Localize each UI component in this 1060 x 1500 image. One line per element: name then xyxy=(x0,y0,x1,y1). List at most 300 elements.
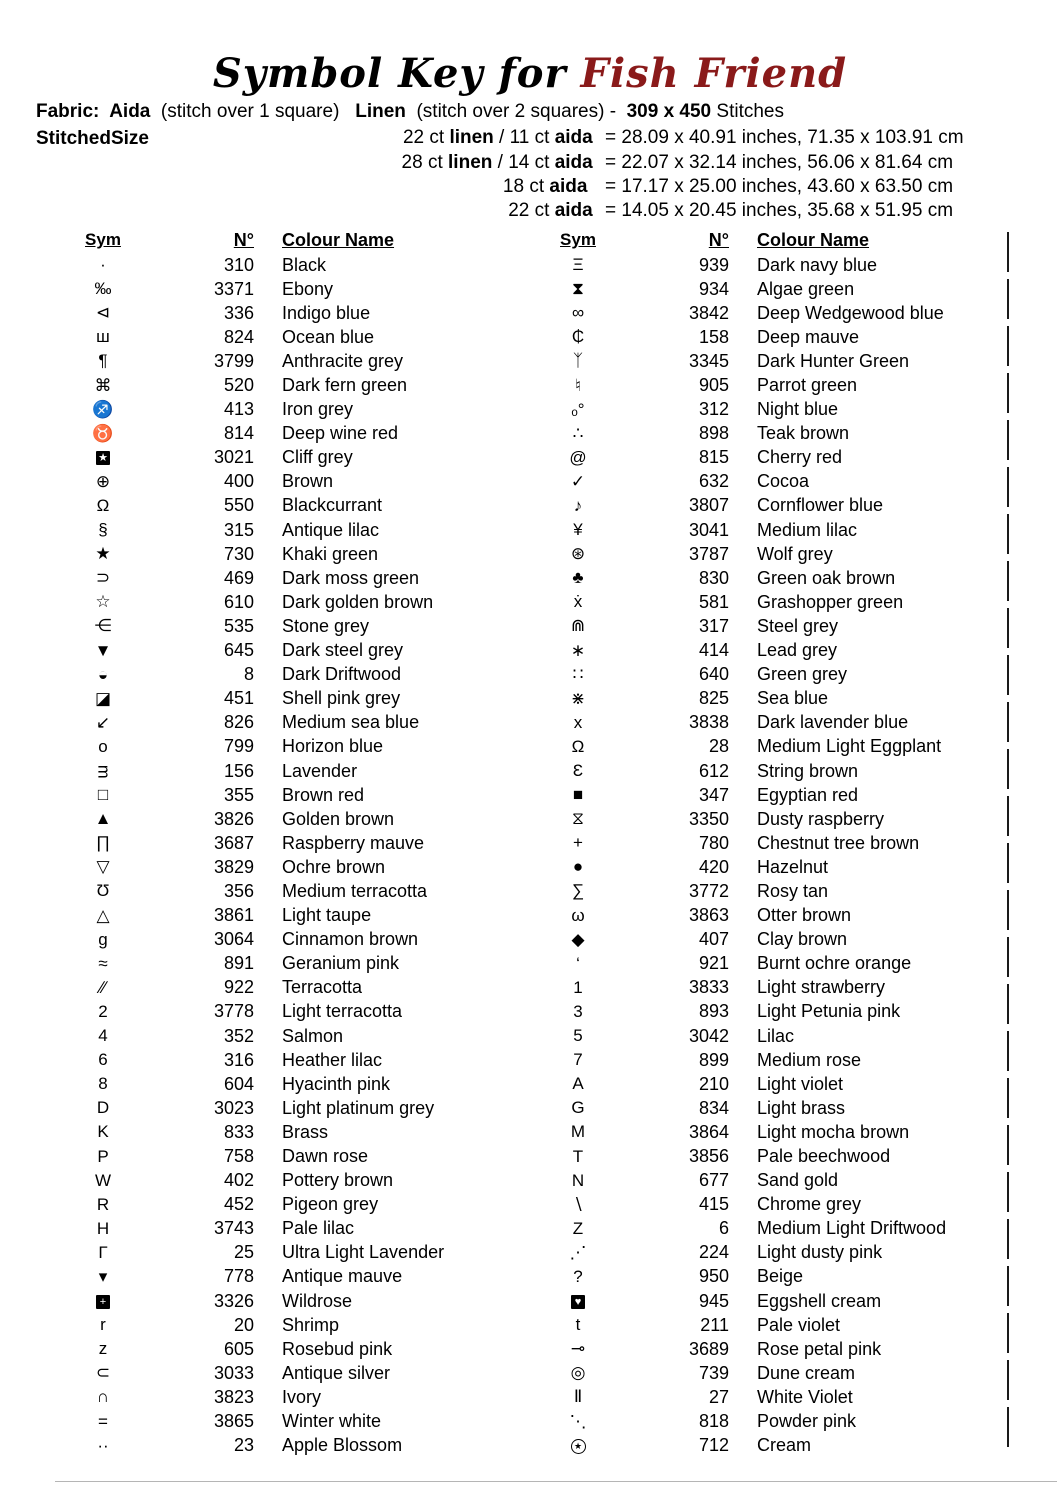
boxed-symbol-icon: + xyxy=(96,1295,110,1309)
colour-name-cell: Khaki green xyxy=(282,543,379,564)
colour-name-cell: Black xyxy=(282,254,327,275)
table-row xyxy=(545,1048,1010,1072)
table-row xyxy=(545,831,1010,855)
symbol-column-2 xyxy=(545,230,1010,1458)
colour-name-cell: White Violet xyxy=(757,1386,853,1407)
symbol-cell: ■ xyxy=(572,785,584,805)
number-cell: 158 xyxy=(698,326,729,347)
colour-name-cell: Powder pink xyxy=(757,1411,857,1432)
stitched-size-fabric: 18 ct aida xyxy=(502,175,588,197)
table-row xyxy=(70,759,530,783)
table-row xyxy=(545,1072,1010,1096)
number-cell: 3042 xyxy=(688,1025,729,1046)
header-number: N° xyxy=(708,230,729,250)
table-row xyxy=(70,253,530,277)
number-cell: 3371 xyxy=(213,278,254,299)
table-row xyxy=(545,783,1010,807)
colour-name-cell: Eggshell cream xyxy=(757,1290,882,1311)
colour-name-cell: Medium terracotta xyxy=(282,880,428,901)
number-cell: 400 xyxy=(223,471,254,492)
table-row xyxy=(70,1385,530,1409)
colour-name-cell: Dark moss green xyxy=(282,567,420,588)
symbol-cell: 5 xyxy=(573,1026,583,1046)
pattern-name: Fish Friend xyxy=(580,50,848,97)
colour-name-cell: Chrome grey xyxy=(757,1194,862,1215)
number-cell: 950 xyxy=(698,1266,729,1287)
number-cell: 6 xyxy=(718,1218,729,1239)
symbol-cell: Ⅱ xyxy=(573,1387,583,1407)
colour-name-cell: Pale beechwood xyxy=(757,1146,891,1167)
symbol-cell: ∕∕ xyxy=(100,977,106,997)
colour-name-cell: Lead grey xyxy=(757,640,838,661)
symbol-cell: ● xyxy=(572,857,584,877)
table-row xyxy=(70,1120,530,1144)
number-cell: 310 xyxy=(223,254,254,275)
table-row xyxy=(545,373,1010,397)
table-row xyxy=(545,1434,1010,1458)
stitched-size-line xyxy=(36,175,964,199)
symbol-cell: ∩ xyxy=(96,1387,110,1407)
colour-name-cell: Blackcurrant xyxy=(282,495,383,516)
number-cell: 3864 xyxy=(688,1121,729,1142)
symbol-cell: ¥ xyxy=(573,520,583,540)
number-cell: 815 xyxy=(698,447,729,468)
colour-name-cell: Ochre brown xyxy=(282,856,386,877)
table-row xyxy=(545,518,1010,542)
stitched-size-dimensions: = 28.09 x 40.91 inches, 71.35 x 103.91 cm xyxy=(605,127,964,149)
table-row xyxy=(545,470,1010,494)
table-row xyxy=(70,976,530,1000)
symbol-cell: G xyxy=(571,1098,585,1118)
header-number: N° xyxy=(233,230,254,250)
stitched-size-block xyxy=(36,126,964,224)
colour-name-cell: Deep wine red xyxy=(282,423,399,444)
number-cell: 3833 xyxy=(688,977,729,998)
colour-name-cell: Algae green xyxy=(757,278,855,299)
number-cell: 3787 xyxy=(688,543,729,564)
number-cell: 3033 xyxy=(213,1362,254,1383)
table-row xyxy=(545,1337,1010,1361)
colour-name-cell: Antique mauve xyxy=(282,1266,403,1287)
table-row xyxy=(545,590,1010,614)
stitched-size-line xyxy=(36,150,964,174)
table-row xyxy=(70,373,530,397)
number-cell: 317 xyxy=(698,615,729,636)
table-row xyxy=(545,639,1010,663)
number-cell: 8 xyxy=(243,664,254,685)
colour-name-cell: Night blue xyxy=(757,399,839,420)
colour-name-cell: Iron grey xyxy=(282,399,354,420)
table-row xyxy=(70,590,530,614)
table-row xyxy=(545,663,1010,687)
number-cell: 945 xyxy=(698,1290,729,1311)
symbol-cell: ∖ xyxy=(572,1194,584,1214)
number-cell: 3345 xyxy=(688,350,729,371)
symbol-cell: ⋲ xyxy=(94,616,112,636)
table-row xyxy=(70,904,530,928)
symbol-cell: ▲ xyxy=(94,809,112,829)
colour-name-cell: Medium lilac xyxy=(757,519,858,540)
colour-name-cell: String brown xyxy=(757,760,859,781)
symbol-cell: 2 xyxy=(98,1001,108,1021)
table-row xyxy=(70,663,530,687)
number-cell: 210 xyxy=(698,1073,729,1094)
colour-name-cell: Dark fern green xyxy=(282,375,408,396)
colour-name-cell: Antique lilac xyxy=(282,519,380,540)
symbol-cell: ‘ xyxy=(576,953,580,973)
stitched-size-lines xyxy=(36,126,964,224)
table-row xyxy=(545,1096,1010,1120)
colour-name-cell: Burnt ochre orange xyxy=(757,953,912,974)
number-cell: 3041 xyxy=(688,519,729,540)
colour-name-cell: Rosebud pink xyxy=(282,1338,393,1359)
number-cell: 640 xyxy=(698,664,729,685)
number-cell: 833 xyxy=(223,1121,254,1142)
symbol-cell: ∏ xyxy=(96,833,110,853)
number-cell: 905 xyxy=(698,375,729,396)
symbol-cell: ⊛ xyxy=(570,544,586,564)
number-cell: 352 xyxy=(223,1025,254,1046)
symbol-cell: x xyxy=(573,712,583,732)
colour-name-cell: Cliff grey xyxy=(282,447,353,468)
table-row xyxy=(545,1144,1010,1168)
colour-name-cell: Steel grey xyxy=(757,615,839,636)
number-cell: 407 xyxy=(698,929,729,950)
table-row xyxy=(70,1169,530,1193)
symbol-cell: + xyxy=(573,833,583,853)
number-cell: 3829 xyxy=(213,856,254,877)
colour-name-cell: Light Petunia pink xyxy=(757,1001,901,1022)
table-row xyxy=(545,1217,1010,1241)
number-cell: 780 xyxy=(698,832,729,853)
stitched-size-dimensions: = 14.05 x 20.45 inches, 35.68 x 51.95 cm xyxy=(605,200,954,222)
page-bottom-line xyxy=(55,1481,1057,1482)
symbol-cell: Ω xyxy=(571,736,585,756)
table-row xyxy=(545,1169,1010,1193)
colour-name-cell: Pale lilac xyxy=(282,1218,355,1239)
symbol-cell: ω xyxy=(571,905,585,925)
colour-name-cell: Dark lavender blue xyxy=(757,712,909,733)
symbol-cell: ▾ xyxy=(98,1266,108,1286)
number-cell: 893 xyxy=(698,1001,729,1022)
number-cell: 824 xyxy=(223,326,254,347)
colour-name-cell: Raspberry mauve xyxy=(282,832,425,853)
table-row xyxy=(70,1072,530,1096)
header-colour-name: Colour Name xyxy=(282,230,395,250)
symbol-cell: ⧖ xyxy=(572,809,584,829)
symbol-cell: r xyxy=(100,1315,106,1335)
symbol-cell: ≈ xyxy=(98,953,108,973)
number-cell: 604 xyxy=(223,1073,254,1094)
colour-name-cell: Green grey xyxy=(757,664,848,685)
colour-name-cell: Dusty raspberry xyxy=(757,808,885,829)
table-row xyxy=(70,855,530,879)
symbol-cell: ‰ xyxy=(94,279,112,299)
colour-name-cell: Chestnut tree brown xyxy=(757,832,920,853)
colour-name-cell: Sea blue xyxy=(757,688,829,709)
table-row xyxy=(545,879,1010,903)
symbol-cell: A xyxy=(572,1074,584,1094)
stitched-size-line xyxy=(36,126,964,150)
table-row xyxy=(70,301,530,325)
number-cell: 3856 xyxy=(688,1146,729,1167)
stitched-size-fabric: 22 ct aida xyxy=(508,200,593,222)
table-row xyxy=(70,952,530,976)
stitched-size-fabric: 22 ct linen / 11 ct aida xyxy=(402,127,593,149)
stitched-size-fabric: 28 ct linen / 14 ct aida xyxy=(401,151,593,173)
table-row xyxy=(545,687,1010,711)
number-cell: 814 xyxy=(223,423,254,444)
table-row xyxy=(70,494,530,518)
symbol-cell: ⊸ xyxy=(570,1339,586,1359)
symbol-cell: ₵ xyxy=(571,327,585,347)
number-cell: 414 xyxy=(698,640,729,661)
number-cell: 921 xyxy=(698,953,729,974)
number-cell: 612 xyxy=(698,760,729,781)
page-edge-dashed-line xyxy=(1007,232,1009,1450)
colour-name-cell: Hyacinth pink xyxy=(282,1073,391,1094)
colour-name-cell: Pale violet xyxy=(757,1314,841,1335)
symbol-cell: 4 xyxy=(98,1026,108,1046)
symbol-cell: ◆ xyxy=(571,929,585,949)
number-cell: 730 xyxy=(223,543,254,564)
number-cell: 758 xyxy=(223,1146,254,1167)
symbol-cell: ♮ xyxy=(574,375,582,395)
number-cell: 3838 xyxy=(688,712,729,733)
symbol-cell: N xyxy=(571,1170,585,1190)
colour-name-cell: Dune cream xyxy=(757,1362,856,1383)
symbol-cell: 3 xyxy=(573,1001,583,1021)
table-row xyxy=(70,398,530,422)
colour-name-cell: Parrot green xyxy=(757,375,858,396)
colour-name-cell: Brown xyxy=(282,471,334,492)
colour-name-cell: Anthracite grey xyxy=(282,350,404,371)
colour-name-cell: Brass xyxy=(282,1121,329,1142)
table-row xyxy=(545,1024,1010,1048)
number-cell: 316 xyxy=(223,1049,254,1070)
colour-name-cell: Light strawberry xyxy=(757,977,886,998)
table-row xyxy=(545,735,1010,759)
symbol-cell: Ξ xyxy=(572,255,584,275)
number-cell: 211 xyxy=(700,1314,729,1335)
number-cell: 3842 xyxy=(688,302,729,323)
number-cell: 610 xyxy=(223,591,254,612)
number-cell: 898 xyxy=(698,423,729,444)
symbol-cell: ♪ xyxy=(573,495,583,515)
table-row xyxy=(545,952,1010,976)
symbol-cell: 1 xyxy=(573,977,583,997)
symbol-cell: ◒ xyxy=(97,664,109,684)
symbol-cell xyxy=(545,1291,611,1311)
colour-name-cell: Light taupe xyxy=(282,905,372,926)
number-cell: 3778 xyxy=(213,1001,254,1022)
table-row xyxy=(70,687,530,711)
symbol-cell: Ɛ xyxy=(572,761,584,781)
colour-name-cell: Dawn rose xyxy=(282,1146,369,1167)
symbol-cell xyxy=(70,448,136,468)
symbol-cell: · xyxy=(100,255,106,275)
number-cell: 3350 xyxy=(688,808,729,829)
symbol-cell: ·· xyxy=(97,1435,109,1455)
symbol-cell: ⊕ xyxy=(95,471,111,491)
page-title-prefix: Symbol Key for xyxy=(212,50,567,97)
number-cell: 3799 xyxy=(213,350,254,371)
number-cell: 413 xyxy=(223,399,254,420)
colour-name-cell: Stone grey xyxy=(282,615,370,636)
number-cell: 799 xyxy=(223,736,254,757)
symbol-cell: T xyxy=(572,1146,584,1166)
table-row xyxy=(545,855,1010,879)
number-cell: 3689 xyxy=(688,1338,729,1359)
table-row xyxy=(545,277,1010,301)
boxed-symbol-icon: ★ xyxy=(96,451,110,465)
symbol-cell: z xyxy=(98,1339,108,1359)
number-cell: 645 xyxy=(223,640,254,661)
symbol-cell: 7 xyxy=(573,1050,583,1070)
number-cell: 520 xyxy=(223,375,254,396)
number-cell: 336 xyxy=(223,302,254,323)
number-cell: 224 xyxy=(698,1242,729,1263)
colour-name-cell: Geranium pink xyxy=(282,953,400,974)
table-row xyxy=(70,1217,530,1241)
colour-name-cell: Cocoa xyxy=(757,471,810,492)
colour-name-cell: Medium Light Driftwood xyxy=(757,1218,947,1239)
number-cell: 452 xyxy=(223,1194,254,1215)
symbol-cell: ∗ xyxy=(570,640,586,660)
table-row xyxy=(70,639,530,663)
colour-name-cell: Teak brown xyxy=(757,423,850,444)
table-row xyxy=(545,759,1010,783)
colour-name-cell: Light dusty pink xyxy=(757,1242,883,1263)
symbol-cell: o xyxy=(98,736,108,756)
symbol-cell: ♉ xyxy=(92,423,114,443)
colour-name-cell: Light mocha brown xyxy=(757,1121,910,1142)
symbol-cell: 6 xyxy=(98,1050,108,1070)
colour-name-cell: Dark steel grey xyxy=(282,640,404,661)
colour-name-cell: Rosy tan xyxy=(757,880,829,901)
symbol-cell: Γ xyxy=(98,1242,108,1262)
table-row xyxy=(70,614,530,638)
number-cell: 825 xyxy=(698,688,729,709)
table-row xyxy=(70,928,530,952)
table-row xyxy=(70,542,530,566)
table-row xyxy=(70,1024,530,1048)
stitched-size-dimensions: = 22.07 x 32.14 inches, 56.06 x 81.64 cm xyxy=(605,151,954,173)
symbol-cell: ? xyxy=(573,1266,583,1286)
colour-name-cell: Ultra Light Lavender xyxy=(282,1242,445,1263)
table-row xyxy=(545,446,1010,470)
symbol-cell: ◎ xyxy=(570,1363,586,1383)
table-row xyxy=(70,1265,530,1289)
symbol-cell: ш xyxy=(96,327,110,347)
symbol-cell: ⧗ xyxy=(572,279,584,299)
table-row xyxy=(545,1289,1010,1313)
table-row xyxy=(545,566,1010,590)
colour-name-cell: Pottery brown xyxy=(282,1170,394,1191)
colour-name-cell: Ocean blue xyxy=(282,326,375,347)
table-row xyxy=(545,325,1010,349)
number-cell: 3023 xyxy=(213,1097,254,1118)
table-row xyxy=(70,735,530,759)
table-row xyxy=(70,422,530,446)
colour-name-cell: Light brass xyxy=(757,1097,846,1118)
number-cell: 3064 xyxy=(213,929,254,950)
table-row xyxy=(545,904,1010,928)
symbol-cell: ẋ xyxy=(573,592,583,612)
table-row xyxy=(70,277,530,301)
table-row xyxy=(545,1313,1010,1337)
symbol-cell: ᛉ xyxy=(572,351,584,371)
colour-name-cell: Indigo blue xyxy=(282,302,371,323)
table-row xyxy=(545,542,1010,566)
number-cell: 3772 xyxy=(688,880,729,901)
symbol-cell: ∷ xyxy=(572,664,584,684)
symbol-cell: ◪ xyxy=(94,688,112,708)
number-cell: 3826 xyxy=(213,808,254,829)
symbol-cell: ⊲ xyxy=(95,303,111,323)
colour-name-cell: Light terracotta xyxy=(282,1001,403,1022)
table-row xyxy=(70,1000,530,1024)
symbol-cell: ☆ xyxy=(95,592,111,612)
number-cell: 581 xyxy=(698,591,729,612)
table-row xyxy=(545,1000,1010,1024)
table-row xyxy=(70,1361,530,1385)
number-cell: 830 xyxy=(698,567,729,588)
colour-name-cell: Rose petal pink xyxy=(757,1338,882,1359)
header-colour-name: Colour Name xyxy=(757,230,870,250)
table-row xyxy=(70,470,530,494)
symbol-cell: Z xyxy=(572,1218,584,1238)
symbol-cell: M xyxy=(570,1122,586,1142)
symbol-cell: ♐ xyxy=(92,399,114,419)
symbol-cell: ∑ xyxy=(571,881,585,901)
stitched-size-label: StitchedSize xyxy=(36,128,149,149)
colour-name-cell: Dark golden brown xyxy=(282,591,434,612)
table-row xyxy=(545,1265,1010,1289)
colour-name-cell: Heather lilac xyxy=(282,1049,383,1070)
symbol-cell: P xyxy=(97,1146,109,1166)
table-row xyxy=(545,1120,1010,1144)
colour-name-cell: Grashopper green xyxy=(757,591,904,612)
number-cell: 312 xyxy=(698,399,729,420)
colour-name-cell: Shell pink grey xyxy=(282,688,401,709)
colour-name-cell: Shrimp xyxy=(282,1314,340,1335)
number-cell: 826 xyxy=(223,712,254,733)
symbol-cell xyxy=(545,1436,611,1456)
table-row xyxy=(70,879,530,903)
table-row xyxy=(70,1313,530,1337)
table-row xyxy=(70,1337,530,1361)
colour-name-cell: Light violet xyxy=(757,1073,844,1094)
colour-name-cell: Terracotta xyxy=(282,977,363,998)
table-row xyxy=(545,807,1010,831)
table-row xyxy=(70,446,530,470)
symbol-cell: D xyxy=(96,1098,110,1118)
number-cell: 25 xyxy=(233,1242,254,1263)
number-cell: 315 xyxy=(223,519,254,540)
table-row xyxy=(545,928,1010,952)
table-row xyxy=(545,398,1010,422)
colour-name-cell: Brown red xyxy=(282,784,365,805)
symbol-cell: Ʊ xyxy=(96,881,110,901)
table-row xyxy=(70,711,530,735)
table-row xyxy=(545,711,1010,735)
symbol-cell: ¶ xyxy=(98,351,108,371)
number-cell: 3861 xyxy=(213,905,254,926)
number-cell: 3863 xyxy=(688,905,729,926)
number-cell: 28 xyxy=(708,736,729,757)
table-header-row xyxy=(545,230,1010,253)
